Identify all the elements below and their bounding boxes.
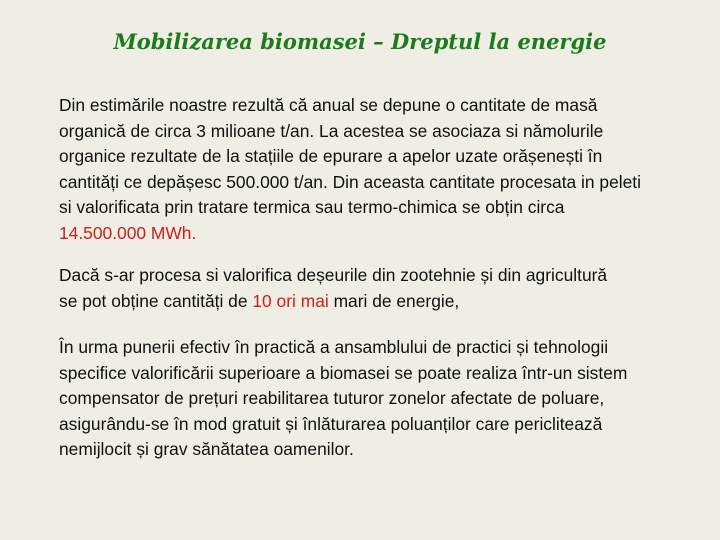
paragraph-line: asigurându-se în mod gratuit și înlăturarea poluanților care periclitează: [59, 413, 603, 434]
paragraph-line: nemijlocit și grav sănătatea oamenilor.: [59, 439, 354, 459]
paragraph-line: specifice valorificării superioare a biomasei se poate realiza într-un sistem: [59, 362, 628, 383]
paragraph-zootechnics: [25, 263, 700, 314]
paragraph-line: În urma punerii efectiv în practică a ansamblului de practici și tehnologii: [59, 337, 609, 357]
paragraph-line: si valorificata prin tratare termica sau termo-chimica se obțin circa: [59, 197, 565, 217]
paragraph-line: organică de circa 3 milioane t/an. La acestea se asociaza si nămolurile: [59, 120, 604, 141]
paragraph-line: Dacă s-ar procesa si valorifica deșeurile din zootehnie și din agricultură: [59, 265, 608, 285]
paragraph-line: organice rezultate de la stațiile de epurare a apelor uzate orășenești în: [59, 146, 603, 166]
paragraph-line: Din estimările noastre rezultă că anual se depune o cantitate de masă: [59, 95, 598, 115]
slide-title: Mobilizarea biomasei – Dreptul la energie: [113, 29, 607, 54]
text-segment: mari de energie,: [328, 290, 460, 311]
paragraph-line: compensator de prețuri reabilitarea tuturor zonelor afectate de poluare,: [59, 388, 605, 408]
multiplier-highlight: 10 ori mai: [252, 290, 329, 311]
paragraph-biomass-estimate: [25, 93, 700, 246]
energy-output-highlight: 14.500.000 MWh.: [59, 222, 197, 243]
paragraph-line: [25, 289, 700, 315]
paragraph-line: cantități ce depășesc 500.000 t/an. Din aceasta cantitate procesata in peleti: [59, 171, 641, 192]
paragraph-implementation: [25, 335, 700, 463]
text-segment: se pot obține cantități de: [59, 290, 253, 311]
